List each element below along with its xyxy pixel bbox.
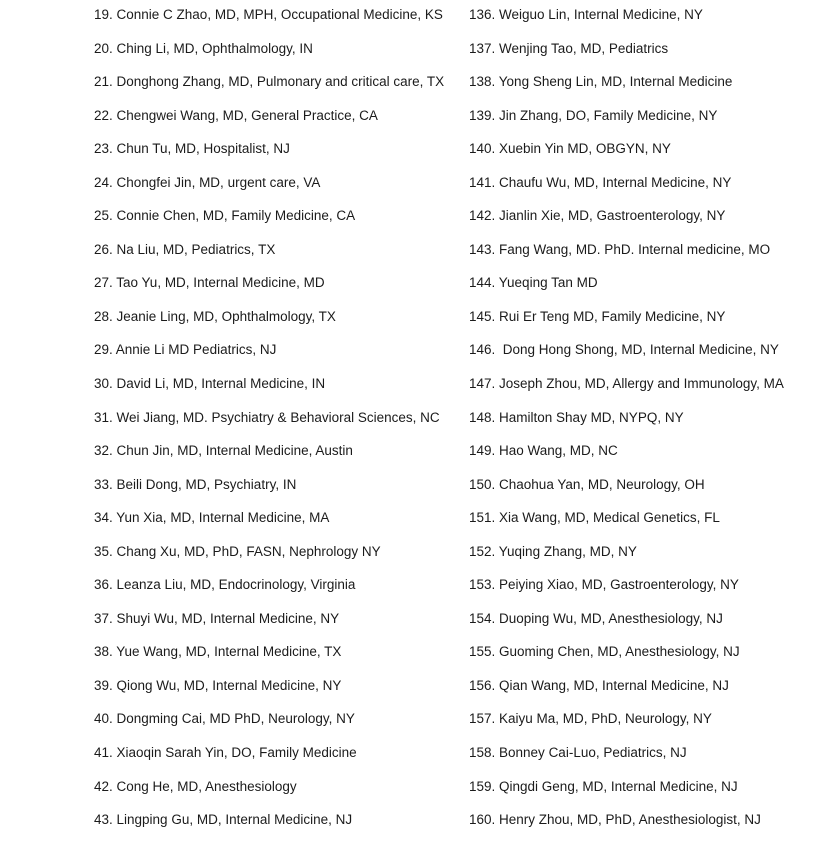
list-item: 157. Kaiyu Ma, MD, PhD, Neurology, NY	[469, 711, 712, 727]
list-item: 156. Qian Wang, MD, Internal Medicine, NJ	[469, 677, 729, 693]
list-item: 38. Yue Wang, MD, Internal Medicine, TX	[94, 644, 342, 660]
list-item: 32. Chun Jin, MD, Internal Medicine, Austin	[94, 443, 353, 459]
list-item: 23. Chun Tu, MD, Hospitalist, NJ	[94, 141, 290, 157]
list-item: 138. Yong Sheng Lin, MD, Internal Medicine	[469, 74, 733, 90]
list-item: 145. Rui Er Teng MD, Family Medicine, NY	[469, 308, 726, 324]
list-item: 22. Chengwei Wang, MD, General Practice, CA	[94, 107, 378, 123]
list-item: 159. Qingdi Geng, MD, Internal Medicine, NJ	[469, 778, 738, 794]
list-item: 147. Joseph Zhou, MD, Allergy and Immunology, MA	[469, 376, 784, 392]
list-item: 41. Xiaoqin Sarah Yin, DO, Family Medicine	[94, 745, 357, 761]
list-item: 39. Qiong Wu, MD, Internal Medicine, NY	[94, 677, 342, 693]
physician-list-column-left	[94, 0, 444, 837]
list-item: 24. Chongfei Jin, MD, urgent care, VA	[94, 174, 321, 190]
list-item: 37. Shuyi Wu, MD, Internal Medicine, NY	[94, 610, 340, 626]
list-item: 154. Duoping Wu, MD, Anesthesiology, NJ	[469, 610, 723, 626]
list-item: 31. Wei Jiang, MD. Psychiatry & Behavioral Sciences, NC	[94, 409, 440, 425]
list-item: 155. Guoming Chen, MD, Anesthesiology, NJ	[469, 644, 740, 660]
list-item: 140. Xuebin Yin MD, OBGYN, NY	[469, 141, 671, 157]
list-item: 143. Fang Wang, MD. PhD. Internal medicine, MO	[469, 241, 771, 257]
list-item: 148. Hamilton Shay MD, NYPQ, NY	[469, 409, 684, 425]
list-item: 33. Beili Dong, MD, Psychiatry, IN	[94, 476, 297, 492]
list-item: 25. Connie Chen, MD, Family Medicine, CA	[94, 208, 356, 224]
list-item: 158. Bonney Cai-Luo, Pediatrics, NJ	[469, 745, 687, 761]
list-item: 139. Jin Zhang, DO, Family Medicine, NY	[469, 107, 718, 123]
list-item: 160. Henry Zhou, MD, PhD, Anesthesiologist, NJ	[469, 812, 761, 828]
list-item: 34. Yun Xia, MD, Internal Medicine, MA	[94, 510, 330, 526]
list-item: 30. David Li, MD, Internal Medicine, IN	[94, 376, 326, 392]
list-item: 151. Xia Wang, MD, Medical Genetics, FL	[469, 510, 720, 526]
list-item: 36. Leanza Liu, MD, Endocrinology, Virginia	[94, 577, 356, 593]
list-item: 142. Jianlin Xie, MD, Gastroenterology, NY	[469, 208, 726, 224]
list-item: 40. Dongming Cai, MD PhD, Neurology, NY	[94, 711, 355, 727]
list-item: 137. Wenjing Tao, MD, Pediatrics	[469, 40, 669, 56]
list-item: 141. Chaufu Wu, MD, Internal Medicine, NY	[469, 174, 732, 190]
list-item: 152. Yuqing Zhang, MD, NY	[469, 543, 637, 559]
list-item: 26. Na Liu, MD, Pediatrics, TX	[94, 241, 276, 257]
list-item: 27. Tao Yu, MD, Internal Medicine, MD	[94, 275, 325, 291]
list-item: 35. Chang Xu, MD, PhD, FASN, Nephrology NY	[94, 543, 381, 559]
list-item: 28. Jeanie Ling, MD, Ophthalmology, TX	[94, 308, 336, 324]
list-item: 43. Lingping Gu, MD, Internal Medicine, NJ	[94, 812, 353, 828]
list-item: 149. Hao Wang, MD, NC	[469, 443, 618, 459]
list-item: 153. Peiying Xiao, MD, Gastroenterology, NY	[469, 577, 739, 593]
list-item: 144. Yueqing Tan MD	[469, 275, 598, 291]
list-item: 42. Cong He, MD, Anesthesiology	[94, 778, 297, 794]
physician-list-column-right	[469, 0, 784, 837]
list-item: 150. Chaohua Yan, MD, Neurology, OH	[469, 476, 705, 492]
list-item: 146. Dong Hong Shong, MD, Internal Medicine, NY	[469, 342, 779, 358]
list-item: 136. Weiguo Lin, Internal Medicine, NY	[469, 7, 703, 22]
list-item: 29. Annie Li MD Pediatrics, NJ	[94, 342, 277, 358]
list-item: 20. Ching Li, MD, Ophthalmology, IN	[94, 40, 313, 56]
list-item: 19. Connie C Zhao, MD, MPH, Occupational Medicine, KS	[94, 7, 443, 22]
list-item: 21. Donghong Zhang, MD, Pulmonary and critical care, TX	[94, 74, 445, 90]
